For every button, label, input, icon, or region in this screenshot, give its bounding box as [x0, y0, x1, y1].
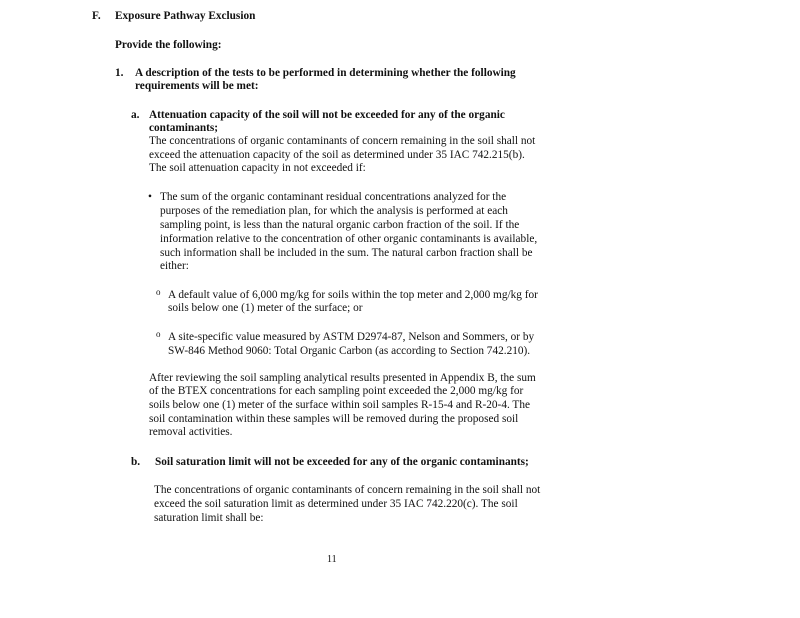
page-number: 11 — [327, 554, 337, 565]
intro-text: Provide the following: — [115, 39, 222, 51]
bullet-icon: • — [148, 191, 152, 203]
item1-line: requirements will be met: — [135, 80, 259, 92]
item-b-heading: Soil saturation limit will not be exceeded for any of the organic contaminants; — [155, 456, 529, 468]
item-a-body-line: The concentrations of organic contaminants of concern remaining in the soil shall not — [149, 135, 536, 147]
item-b-letter: b. — [131, 456, 141, 468]
bullet-line: The sum of the organic contaminant residual concentrations analyzed for the — [160, 191, 507, 203]
item-a-letter: a. — [131, 109, 140, 121]
item-a-body-line: The soil attenuation capacity in not exceeded if: — [149, 162, 366, 174]
item-b-body-line: exceed the soil saturation limit as determined under 35 IAC 742.220(c). The soil — [154, 498, 518, 510]
item-b-body-line: saturation limit shall be: — [154, 512, 264, 524]
review-line: soils below one (1) meter of the surface within soil samples R-15-4 and R-20-4. The — [149, 399, 530, 411]
bullet-line: purposes of the remediation plan, for which the analysis is performed at each — [160, 205, 508, 217]
item1-number: 1. — [115, 67, 124, 79]
sub-bullet-line: soils below one (1) meter of the surface; or — [168, 302, 363, 314]
sub-bullet-icon: o — [156, 287, 161, 297]
review-line: soil contamination within these samples will be removed during the proposed soil — [149, 413, 519, 425]
sub-bullet-line: A default value of 6,000 mg/kg for soils within the top meter and 2,000 mg/kg for — [168, 289, 538, 301]
bullet-line: such information shall be included in the sum. The natural carbon fraction shall be — [160, 247, 533, 259]
item-a-heading: contaminants; — [149, 122, 219, 134]
section-title: Exposure Pathway Exclusion — [115, 10, 256, 22]
item-a-body-line: exceed the attenuation capacity of the soil as determined under 35 IAC 742.215(b). — [149, 149, 525, 161]
review-line: of the BTEX concentrations for each sampling point exceeded the 2,000 mg/kg for — [149, 385, 524, 397]
bullet-line: either: — [160, 260, 189, 272]
item-b-body-line: The concentrations of organic contaminants of concern remaining in the soil shall not — [154, 484, 541, 496]
item-a-heading: Attenuation capacity of the soil will not be exceeded for any of the organic — [149, 109, 505, 121]
bullet-line: sampling point, is less than the natural organic carbon fraction of the soil. If the — [160, 219, 520, 231]
sub-bullet-line: SW-846 Method 9060: Total Organic Carbon (as according to Section 742.210). — [168, 345, 531, 357]
sub-bullet-line: A site-specific value measured by ASTM D2974-87, Nelson and Sommers, or by — [168, 331, 535, 343]
sub-bullet-icon: o — [156, 329, 161, 339]
bullet-line: information relative to the concentration of other organic contaminants is available, — [160, 233, 538, 245]
item1-line: A description of the tests to be performed in determining whether the following — [135, 67, 516, 79]
section-letter: F. — [92, 10, 101, 22]
review-line: After reviewing the soil sampling analytical results presented in Appendix B, the sum — [149, 372, 536, 384]
review-line: removal activities. — [149, 426, 233, 438]
